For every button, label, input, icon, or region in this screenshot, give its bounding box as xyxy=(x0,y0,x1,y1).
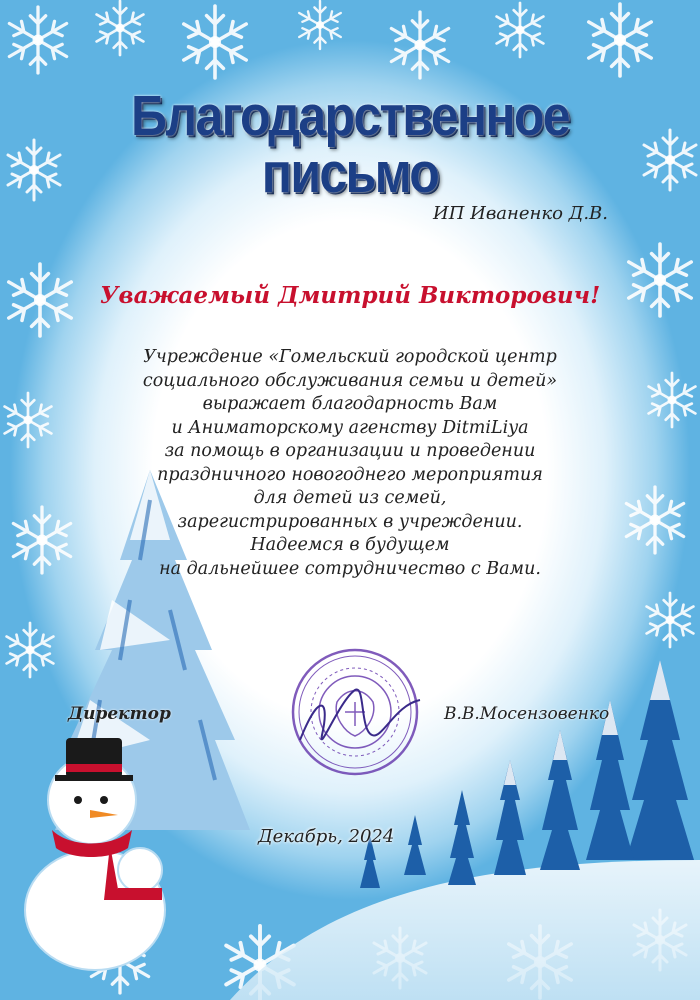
body-line: Надеемся в будущем xyxy=(250,535,450,555)
body-line: праздничного новогоднего мероприятия xyxy=(157,464,543,485)
body-line: на дальнейшее сотрудничество с Вами. xyxy=(159,558,541,579)
document-title: Благодарственное письмо xyxy=(131,84,569,205)
letter-date: Декабрь, 2024 xyxy=(258,826,395,847)
body-line: зарегистрированных в учреждении. xyxy=(177,511,523,532)
body-line: выражает благодарность Вам xyxy=(202,394,498,414)
greeting: Уважаемый Дмитрий Викторович! xyxy=(99,282,601,309)
signature-name: В.В.Мосензовенко xyxy=(444,704,610,724)
body-line: для детей из семей, xyxy=(253,488,447,508)
letter-body xyxy=(90,346,610,581)
body-line: и Аниматорскому агенству DitmiLiya xyxy=(171,417,529,438)
body-line: Учреждение «Гомельский городской центр xyxy=(143,347,557,367)
signature-role: Директор xyxy=(68,704,171,724)
body-line: социального обслуживания семьи и детей» xyxy=(142,370,558,391)
addressee: ИП Иваненко Д.В. xyxy=(433,203,608,224)
body-line: за помощь в организации и проведении xyxy=(164,441,536,461)
